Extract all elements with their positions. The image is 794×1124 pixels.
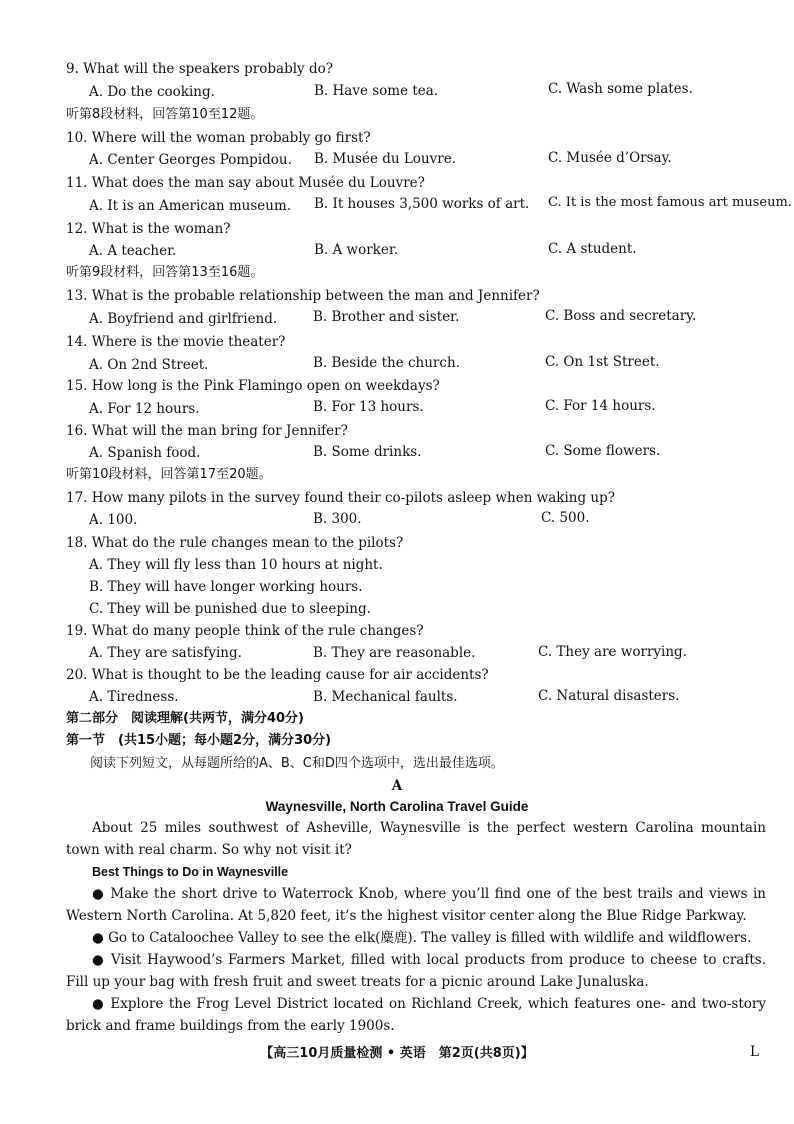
option-a: A. Center Georges Pompidou. (89, 152, 292, 168)
option-b: B. Musée du Louvre. (314, 151, 456, 167)
question-14: 14. Where is the movie theater? (66, 334, 286, 350)
option-a: A. Do the cooking. (89, 84, 215, 100)
option-b: B. It houses 3,500 works of art. (314, 196, 530, 212)
option-c: C. It is the most famous art museum. (548, 195, 792, 210)
version-code: L (750, 1044, 759, 1060)
option-a: A. Spanish food. (89, 445, 201, 461)
option-c: C. Natural disasters. (538, 688, 680, 704)
option-a: A. A teacher. (89, 243, 177, 259)
option-b: B. Have some tea. (314, 83, 439, 99)
option-b: B. Some drinks. (313, 444, 422, 460)
page-footer: 【高三10月质量检测 • 英语 第2页(共8页)】 (260, 1046, 534, 1061)
option-b: B. For 13 hours. (313, 399, 424, 415)
question-12: 12. What is the woman? (66, 221, 231, 237)
option-c: C. Wash some plates. (548, 81, 693, 97)
option-a: A. They will fly less than 10 hours at night. (89, 557, 383, 573)
option-b: B. A worker. (314, 242, 399, 258)
question-20: 20. What is thought to be the leading cause for air accidents? (66, 667, 489, 683)
option-a: A. Boyfriend and girlfriend. (89, 311, 278, 327)
option-b: B. Beside the church. (313, 355, 460, 371)
option-c: C. Boss and secretary. (545, 308, 697, 324)
option-a: A. 100. (89, 512, 138, 528)
option-a: A. For 12 hours. (89, 401, 200, 417)
part-2-heading: 第二部分 阅读理解(共两节，满分40分) (66, 711, 304, 726)
instruction-segment-10: 听第10段材料，回答第17至20题。 (66, 467, 272, 482)
option-a: A. It is an American museum. (89, 198, 292, 214)
option-b: B. 300. (313, 511, 362, 527)
passage-bullet: ● Visit Haywood’s Farmers Market, filled with local products from produce to cheese to crafts. Fill up your bag with fresh fruit and sweet treats for a picnic around Lake Junaluska. (66, 952, 766, 990)
question-19: 19. What do many people think of the rule changes? (66, 623, 424, 639)
question-17: 17. How many pilots in the survey found their co-pilots asleep when waking up? (66, 490, 615, 506)
question-13: 13. What is the probable relationship between the man and Jennifer? (66, 288, 540, 304)
option-b: B. They will have longer working hours. (89, 579, 363, 595)
option-a: A. On 2nd Street. (89, 357, 209, 373)
option-c: C. 500. (541, 510, 590, 526)
passage-subtitle: Best Things to Do in Waynesville (92, 865, 289, 879)
option-c: C. For 14 hours. (545, 398, 656, 414)
question-15: 15. How long is the Pink Flamingo open on weekdays? (66, 378, 440, 394)
passage-bullet: ● Make the short drive to Waterrock Knob, where you’ll find one of the best trails and views in Western North Carolina. At 5,820 feet, it’s the highest visitor center along the Blue Ridge Parkway. (66, 886, 766, 924)
option-c: C. A student. (548, 241, 637, 257)
option-c: C. They are worrying. (538, 644, 687, 660)
option-a: A. Tiredness. (89, 689, 179, 705)
option-c: C. Some flowers. (545, 443, 661, 459)
question-11: 11. What does the man say about Musée du Louvre? (66, 175, 425, 191)
option-a: A. They are satisfying. (89, 645, 242, 661)
instruction-segment-8: 听第8段材料，回答第10至12题。 (66, 107, 264, 122)
passage-title: Waynesville, North Carolina Travel Guide (265, 799, 529, 814)
option-c: C. Musée d’Orsay. (548, 150, 672, 166)
option-b: B. They are reasonable. (313, 645, 476, 661)
passage-bullet: ● Go to Cataloochee Valley to see the elk(麋鹿). The valley is filled with wildlife and wildflowers. (92, 930, 752, 946)
question-10: 10. Where will the woman probably go first? (66, 130, 371, 146)
reading-directions: 阅读下列短文，从每题所给的A、B、C和D四个选项中，选出最佳选项。 (90, 756, 504, 771)
option-c: C. They will be punished due to sleeping. (89, 601, 371, 617)
question-16: 16. What will the man bring for Jennifer? (66, 423, 348, 439)
option-b: B. Brother and sister. (313, 309, 460, 325)
option-c: C. On 1st Street. (545, 354, 660, 370)
instruction-segment-9: 听第9段材料，回答第13至16题。 (66, 265, 264, 280)
passage-intro: About 25 miles southwest of Asheville, Waynesville is the perfect western Carolina mountain town with real charm. So why not visit it? (66, 820, 766, 858)
question-18: 18. What do the rule changes mean to the pilots? (66, 535, 404, 551)
option-b: B. Mechanical faults. (313, 689, 458, 705)
question-9: 9. What will the speakers probably do? (66, 61, 333, 77)
section-1-heading: 第一节 (共15小题；每小题2分，满分30分) (66, 733, 332, 748)
passage-bullet: ● Explore the Frog Level District located on Richland Creek, which features one- and two-story brick and frame buildings from the early 1900s. (66, 996, 766, 1034)
passage-letter: A (391, 778, 403, 794)
